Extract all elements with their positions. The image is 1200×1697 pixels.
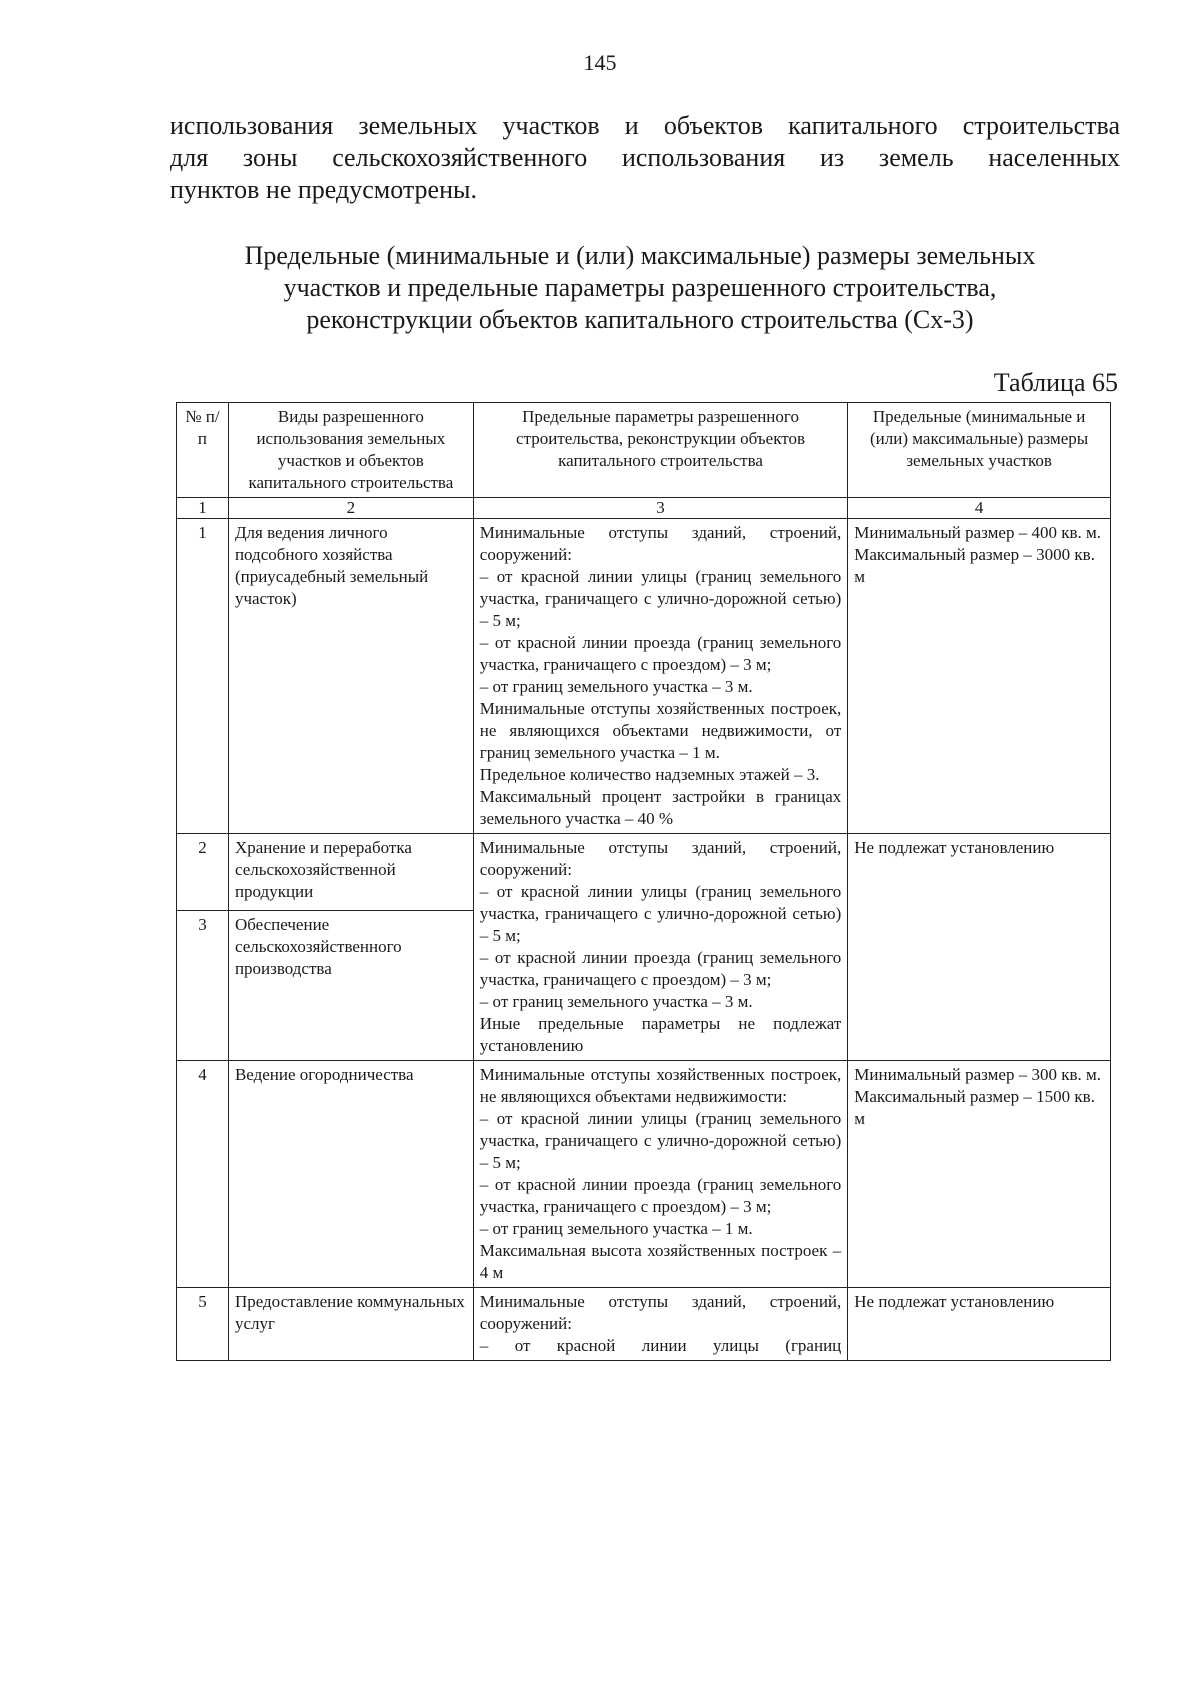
parameter-line: Минимальные отступы зданий, строений, сооружений: — [479, 1292, 842, 1333]
table-row — [177, 834, 1111, 911]
table-header-row — [177, 403, 1111, 498]
column-number-row — [177, 498, 1111, 519]
page-number: 145 — [583, 50, 617, 75]
intro-line: пунктов не предусмотрены. — [170, 175, 477, 204]
use-type-cell: Для ведения личного подсобного хозяйства (приусадебный земельный участок) — [228, 519, 473, 834]
intro-paragraph — [170, 110, 1120, 206]
plot-sizes-cell — [848, 1061, 1111, 1288]
size-line: Минимальный размер – 400 кв. м. — [854, 523, 1101, 542]
column-number: 1 — [177, 498, 229, 519]
plot-sizes-cell — [848, 519, 1111, 834]
parameter-line: – от красной линии проезда (границ земельного участка, граничащего с проездом) – 3 м; — [479, 1175, 842, 1216]
plot-sizes-cell — [848, 834, 1111, 1061]
parameter-line: – от красной линии проезда (границ земельного участка, граничащего с проездом) – 3 м; — [479, 633, 842, 674]
header-plot-sizes: Предельные (минимальные и (или) максимальные) размеры земельных участков — [848, 403, 1111, 498]
header-parameters: Предельные параметры разрешенного строительства, реконструкции объектов капитального строительства — [473, 403, 847, 498]
row-number: 2 — [177, 834, 229, 911]
parameter-line: Максимальная высота хозяйственных построек – 4 м — [479, 1241, 842, 1282]
size-line: Минимальный размер – 300 кв. м. — [854, 1065, 1101, 1084]
parameters-cell — [473, 1288, 847, 1361]
header-use-type: Виды разрешенного использования земельных участков и объектов капитального строительства — [228, 403, 473, 498]
row-number: 5 — [177, 1288, 229, 1361]
parameter-line: – от красной линии улицы (границ земельного участка, граничащего с улично-дорожной сетью) – 5 м; — [479, 882, 842, 945]
row-number: 4 — [177, 1061, 229, 1288]
row-number: 1 — [177, 519, 229, 834]
parameter-line: Максимальный процент застройки в границах земельного участка – 40 % — [479, 787, 842, 828]
plot-sizes-cell — [848, 1288, 1111, 1361]
parameter-line: Предельное количество надземных этажей – 3. — [479, 765, 820, 784]
regulations-table — [176, 402, 1111, 1361]
intro-line: для зоны сельскохозяйственного использования из земель населенных — [170, 143, 1120, 172]
intro-line: использования земельных участков и объектов капитального строительства — [170, 111, 1120, 140]
parameter-line: – от границ земельного участка – 3 м. — [479, 992, 753, 1011]
parameter-line: – от границ земельного участка – 1 м. — [479, 1219, 753, 1238]
use-type-cell: Обеспечение сельскохозяйственного производства — [228, 911, 473, 1061]
header-number: № п/п — [177, 403, 229, 498]
heading-line: участков и предельные параметры разрешенного строительства, — [283, 273, 997, 302]
size-line: Максимальный размер – 3000 кв. м — [854, 545, 1095, 586]
table-row — [177, 1061, 1111, 1288]
parameters-cell — [473, 519, 847, 834]
size-line: Не подлежат установлению — [854, 1292, 1055, 1311]
parameter-line: Минимальные отступы зданий, строений, сооружений: — [479, 523, 842, 564]
parameter-line: – от красной линии улицы (границ земельного участка, граничащего с улично-дорожной сетью) – 5 м; — [479, 1109, 842, 1172]
column-number: 4 — [848, 498, 1111, 519]
use-type-cell: Предоставление коммунальных услуг — [228, 1288, 473, 1361]
table-label: Таблица 65 — [993, 368, 1118, 397]
section-heading — [180, 240, 1100, 336]
size-line: Максимальный размер – 1500 кв. м — [854, 1087, 1095, 1128]
parameters-cell — [473, 834, 847, 1061]
table-row — [177, 519, 1111, 834]
use-type-cell: Хранение и переработка сельскохозяйственной продукции — [228, 834, 473, 911]
column-number: 2 — [228, 498, 473, 519]
parameter-line: Иные предельные параметры не подлежат установлению — [479, 1014, 842, 1055]
parameter-line: – от красной линии проезда (границ земельного участка, граничащего с проездом) – 3 м; — [479, 948, 842, 989]
parameter-line: – от границ земельного участка – 3 м. — [479, 677, 753, 696]
parameter-line: – от красной линии улицы (границ — [479, 1336, 842, 1355]
parameter-line: Минимальные отступы хозяйственных построек, не являющихся объектами недвижимости, от границ земельного участка – 1 м. — [479, 699, 842, 762]
parameter-line: Минимальные отступы хозяйственных построек, не являющихся объектами недвижимости: — [479, 1065, 842, 1106]
size-line: Не подлежат установлению — [854, 838, 1055, 857]
parameter-line: Минимальные отступы зданий, строений, сооружений: — [479, 838, 842, 879]
row-number: 3 — [177, 911, 229, 1061]
heading-line: Предельные (минимальные и (или) максимальные) размеры земельных — [244, 241, 1036, 270]
heading-line: реконструкции объектов капитального строительства (Сх-3) — [306, 305, 974, 334]
parameter-line: – от красной линии улицы (границ земельного участка, граничащего с улично-дорожной сетью) – 5 м; — [479, 567, 842, 630]
use-type-cell: Ведение огородничества — [228, 1061, 473, 1288]
parameters-cell — [473, 1061, 847, 1288]
column-number: 3 — [473, 498, 847, 519]
table-row — [177, 1288, 1111, 1361]
